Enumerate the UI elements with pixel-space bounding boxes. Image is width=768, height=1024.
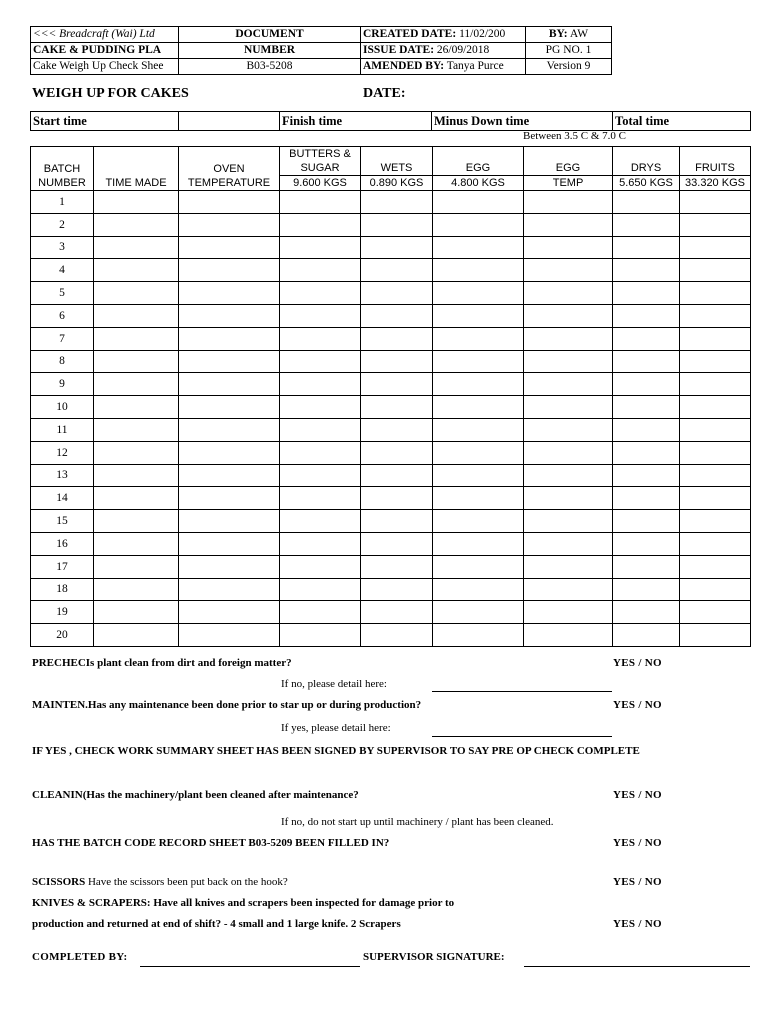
entry-cell-wets[interactable] [361,282,433,305]
entry-cell-wets[interactable] [361,441,433,464]
entry-cell-time-made[interactable] [94,464,179,487]
entry-cell-egg-temp[interactable] [524,236,613,259]
entry-cell-wets[interactable] [361,373,433,396]
by-label: BY: [548,28,568,40]
entry-cell-egg-temp[interactable] [524,327,613,350]
table-row [31,191,751,214]
col-header-subtitle: 33.320 KGS [680,175,750,190]
precheck-label: PRECHEC [32,657,86,669]
entry-cell-butters-sugar[interactable] [280,213,361,236]
entry-cell-oven-temperature[interactable] [179,282,280,305]
entry-cell-egg[interactable] [433,624,524,647]
scissors-label: SCISSORS [32,876,86,888]
entry-cell-time-made[interactable] [94,191,179,214]
batch-number-cell: 15 [31,510,94,533]
doc-label-1: DOCUMENT [179,27,361,43]
col-header-subtitle: 9.600 KGS [280,175,360,190]
entry-cell-wets[interactable] [361,259,433,282]
table-row [31,213,751,236]
entry-cell-egg-temp[interactable] [524,213,613,236]
entry-cell-egg-temp[interactable] [524,487,613,510]
entry-cell-wets[interactable] [361,601,433,624]
col-header-drys [613,147,680,191]
batch-code-yes-no[interactable]: YES / NO [613,837,662,849]
entry-cell-drys[interactable] [613,259,680,282]
entry-cell-time-made[interactable] [94,373,179,396]
precheck-detail-field[interactable] [432,691,612,692]
maintenance-detail-field[interactable] [432,736,612,737]
batch-number-cell: 1 [31,191,94,214]
table-row [31,464,751,487]
batch-number-cell: 10 [31,396,94,419]
entry-cell-fruits[interactable] [680,441,751,464]
entry-cell-butters-sugar[interactable] [280,304,361,327]
table-row [31,555,751,578]
entry-cell-egg-temp[interactable] [524,418,613,441]
entry-cell-butters-sugar[interactable] [280,350,361,373]
entry-cell-oven-temperature[interactable] [179,304,280,327]
created-value: 11/02/200 [459,28,506,40]
knives-question-line-1: KNIVES & SCRAPERS: Have all knives and scrapers been inspected for damage prior to [32,897,455,909]
entry-cell-time-made[interactable] [94,532,179,555]
entry-cell-egg[interactable] [433,441,524,464]
batch-number-cell: 8 [31,350,94,373]
maintenance-detail-label: If yes, please detail here: [281,722,391,734]
precheck-detail-label: If no, please detail here: [281,678,387,690]
created-by [526,27,612,43]
entry-cell-time-made[interactable] [94,601,179,624]
entry-cell-egg-temp[interactable] [524,624,613,647]
knives-yes-no[interactable]: YES / NO [613,918,662,930]
knives-question-line-2: production and returned at end of shift? - 4 small and 1 large knife. 2 Scrapers [32,918,401,930]
entry-cell-drys[interactable] [613,441,680,464]
entry-cell-egg[interactable] [433,555,524,578]
col-header-title: OVEN [213,163,245,175]
entry-cell-wets[interactable] [361,532,433,555]
table-row [31,236,751,259]
amended-value: Tanya Purce [446,60,504,72]
finish-time-label: Finish time [280,112,432,131]
batch-number-cell: 14 [31,487,94,510]
entry-cell-time-made[interactable] [94,555,179,578]
table-row [31,373,751,396]
completed-by-label: COMPLETED BY: [32,951,128,963]
col-header-title: DRYS [630,162,662,174]
cleaning-label: CLEANIN( [32,789,87,801]
entry-cell-egg-temp[interactable] [524,601,613,624]
maintenance-label: MAINTEN. [32,699,88,711]
maintenance-text: Has any maintenance been done prior to star up or during production? [87,699,422,711]
issue-value: 26/09/2018 [436,44,490,56]
entry-cell-time-made[interactable] [94,487,179,510]
minus-down-time-label: Minus Down time [432,112,613,131]
scissors-yes-no[interactable]: YES / NO [613,876,662,888]
entry-cell-oven-temperature[interactable] [179,555,280,578]
entry-cell-drys[interactable] [613,418,680,441]
col-header-title: BUTTERS & SUGAR [289,148,351,174]
entry-cell-wets[interactable] [361,350,433,373]
form-name: Cake Weigh Up Check Shee [31,59,179,75]
entry-cell-drys[interactable] [613,464,680,487]
entry-cell-egg[interactable] [433,350,524,373]
issue-label: ISSUE DATE: [363,44,435,56]
entry-cell-wets[interactable] [361,624,433,647]
entry-cell-butters-sugar[interactable] [280,464,361,487]
egg-temp-note: Between 3.5 C & 7.0 C [523,130,626,142]
batch-number-cell: 13 [31,464,94,487]
batch-number-cell: 16 [31,532,94,555]
entry-cell-fruits[interactable] [680,418,751,441]
entry-cell-wets[interactable] [361,304,433,327]
entry-cell-fruits[interactable] [680,624,751,647]
entry-cell-wets[interactable] [361,487,433,510]
entry-cell-fruits[interactable] [680,555,751,578]
entry-cell-time-made[interactable] [94,441,179,464]
col-header-oven-temperature [179,147,280,191]
table-row [31,532,751,555]
entry-cell-butters-sugar[interactable] [280,578,361,601]
batch-number-cell: 2 [31,213,94,236]
start-time-label: Start time [31,112,179,131]
cleaning-note: If no, do not start up until machinery / plant has been cleaned. [281,816,554,828]
entry-cell-egg[interactable] [433,191,524,214]
batch-number-cell: 5 [31,282,94,305]
entry-cell-wets[interactable] [361,213,433,236]
batch-number-cell: 4 [31,259,94,282]
entry-cell-drys[interactable] [613,304,680,327]
entry-cell-egg-temp[interactable] [524,282,613,305]
entry-cell-fruits[interactable] [680,327,751,350]
entry-cell-fruits[interactable] [680,396,751,419]
entry-cell-drys[interactable] [613,350,680,373]
batch-code-question: HAS THE BATCH CODE RECORD SHEET B03-5209 BEEN FILLED IN? [32,837,390,849]
batch-number-cell: 3 [31,236,94,259]
page-title: WEIGH UP FOR CAKES [32,86,189,101]
amended-by [361,59,526,75]
table-row [31,441,751,464]
entry-cell-time-made[interactable] [94,510,179,533]
entry-cell-butters-sugar[interactable] [280,396,361,419]
issue-date [361,43,526,59]
entry-cell-wets[interactable] [361,396,433,419]
table-row [31,396,751,419]
entry-cell-oven-temperature[interactable] [179,532,280,555]
supervisor-signature-field[interactable] [524,966,750,967]
entry-cell-butters-sugar[interactable] [280,532,361,555]
entry-cell-butters-sugar[interactable] [280,601,361,624]
col-header-title: FRUITS [695,162,735,174]
table-row [31,601,751,624]
entry-cell-drys[interactable] [613,327,680,350]
total-time-label: Total time [613,112,751,131]
company-name: <<< Breadcraft (Wai) Ltd [31,27,179,43]
entry-cell-drys[interactable] [613,510,680,533]
entry-cell-fruits[interactable] [680,373,751,396]
entry-cell-oven-temperature[interactable] [179,441,280,464]
entry-cell-butters-sugar[interactable] [280,327,361,350]
entry-cell-egg[interactable] [433,327,524,350]
entry-cell-time-made[interactable] [94,236,179,259]
entry-cell-drys[interactable] [613,213,680,236]
created-label: CREATED DATE: [363,28,457,40]
col-header-fruits [680,147,751,191]
entry-cell-time-made[interactable] [94,396,179,419]
entry-cell-egg-temp[interactable] [524,532,613,555]
entry-cell-fruits[interactable] [680,510,751,533]
version: Version 9 [526,59,612,75]
entry-cell-fruits[interactable] [680,236,751,259]
entry-cell-egg[interactable] [433,236,524,259]
entry-cell-butters-sugar[interactable] [280,555,361,578]
scissors-text: Have the scissors been put back on the hook? [87,876,288,888]
batch-number-cell: 12 [31,441,94,464]
cleaning-question [32,789,359,801]
entry-cell-fruits[interactable] [680,601,751,624]
entry-cell-butters-sugar[interactable] [280,282,361,305]
entry-cell-wets[interactable] [361,418,433,441]
entry-cell-oven-temperature[interactable] [179,191,280,214]
entry-cell-fruits[interactable] [680,532,751,555]
col-header-title: EGG [465,162,491,174]
entry-cell-egg-temp[interactable] [524,510,613,533]
entry-cell-egg[interactable] [433,418,524,441]
entry-cell-oven-temperature[interactable] [179,327,280,350]
batch-number-cell: 17 [31,555,94,578]
entry-cell-egg[interactable] [433,510,524,533]
col-header-title: BATCH [43,163,81,175]
entry-cell-oven-temperature[interactable] [179,418,280,441]
col-header-subtitle: TIME MADE [105,177,167,189]
entry-cell-egg-temp[interactable] [524,373,613,396]
entry-cell-butters-sugar[interactable] [280,373,361,396]
entry-cell-time-made[interactable] [94,304,179,327]
entry-cell-oven-temperature[interactable] [179,236,280,259]
page-number: PG NO. 1 [526,43,612,59]
entry-cell-egg-temp[interactable] [524,441,613,464]
table-row [31,578,751,601]
table-row [31,259,751,282]
entry-cell-fruits[interactable] [680,350,751,373]
entry-cell-oven-temperature[interactable] [179,487,280,510]
entry-cell-butters-sugar[interactable] [280,624,361,647]
entry-cell-fruits[interactable] [680,213,751,236]
entry-cell-egg[interactable] [433,304,524,327]
entry-cell-time-made[interactable] [94,578,179,601]
entry-cell-drys[interactable] [613,396,680,419]
doc-number: B03-5208 [179,59,361,75]
entry-cell-egg[interactable] [433,396,524,419]
entry-cell-wets[interactable] [361,578,433,601]
batch-number-cell: 9 [31,373,94,396]
document-header [30,26,612,75]
batch-number-cell: 11 [31,418,94,441]
batch-number-cell: 20 [31,624,94,647]
precheck-yes-no[interactable]: YES / NO [613,657,662,669]
scissors-question [32,876,288,888]
doc-label-2: NUMBER [179,43,361,59]
entry-cell-drys[interactable] [613,487,680,510]
col-header-subtitle: NUMBER [38,177,86,189]
entry-cell-egg-temp[interactable] [524,464,613,487]
entry-cell-egg-temp[interactable] [524,304,613,327]
entry-cell-time-made[interactable] [94,327,179,350]
precheck-text: Is plant clean from dirt and foreign matter? [85,657,292,669]
entry-cell-butters-sugar[interactable] [280,191,361,214]
entry-cell-egg[interactable] [433,259,524,282]
entry-cell-fruits[interactable] [680,487,751,510]
entry-cell-egg[interactable] [433,601,524,624]
entry-cell-egg-temp[interactable] [524,350,613,373]
entry-cell-oven-temperature[interactable] [179,213,280,236]
col-header-egg-temp [524,147,613,191]
entry-cell-oven-temperature[interactable] [179,350,280,373]
entry-cell-wets[interactable] [361,555,433,578]
entry-cell-drys[interactable] [613,532,680,555]
col-header-subtitle: 5.650 KGS [613,175,679,190]
entry-cell-fruits[interactable] [680,578,751,601]
entry-cell-butters-sugar[interactable] [280,236,361,259]
batch-number-cell: 18 [31,578,94,601]
time-row [30,111,751,131]
entry-cell-oven-temperature[interactable] [179,578,280,601]
maintenance-yes-no[interactable]: YES / NO [613,699,662,711]
entry-cell-butters-sugar[interactable] [280,487,361,510]
work-summary-note: IF YES , CHECK WORK SUMMARY SHEET HAS BEEN SIGNED BY SUPERVISOR TO SAY PRE OP CHECK COMPLETE [32,745,640,757]
entry-cell-egg-temp[interactable] [524,578,613,601]
precheck-question [32,657,292,669]
entry-cell-drys[interactable] [613,555,680,578]
entry-cell-egg[interactable] [433,464,524,487]
completed-by-field[interactable] [140,966,360,967]
table-row [31,487,751,510]
by-value: AW [569,28,589,40]
table-row [31,327,751,350]
entry-cell-butters-sugar[interactable] [280,441,361,464]
start-time-field[interactable] [179,112,280,131]
col-header-time-made [94,147,179,191]
batch-number-cell: 7 [31,327,94,350]
entry-cell-drys[interactable] [613,191,680,214]
col-header-title: WETS [380,162,413,174]
entry-cell-drys[interactable] [613,578,680,601]
table-row [31,624,751,647]
entry-cell-egg[interactable] [433,578,524,601]
entry-cell-egg-temp[interactable] [524,396,613,419]
entry-cell-egg[interactable] [433,373,524,396]
entry-cell-drys[interactable] [613,601,680,624]
weigh-up-table [30,146,751,647]
entry-cell-wets[interactable] [361,236,433,259]
entry-cell-fruits[interactable] [680,191,751,214]
col-header-batch-number [31,147,94,191]
col-header-subtitle: 0.890 KGS [361,175,432,190]
table-row [31,510,751,533]
col-header-subtitle: TEMP [524,175,612,190]
table-row [31,282,751,305]
cleaning-yes-no[interactable]: YES / NO [613,789,662,801]
entry-cell-time-made[interactable] [94,213,179,236]
entry-cell-egg[interactable] [433,213,524,236]
date-label: DATE: [363,86,406,101]
table-row [31,418,751,441]
col-header-egg [433,147,524,191]
cleaning-text: Has the machinery/plant been cleaned after maintenance? [86,789,359,801]
entry-cell-time-made[interactable] [94,350,179,373]
entry-cell-drys[interactable] [613,282,680,305]
entry-cell-egg[interactable] [433,532,524,555]
entry-cell-fruits[interactable] [680,259,751,282]
entry-cell-fruits[interactable] [680,282,751,305]
col-header-subtitle: 4.800 KGS [433,175,523,190]
created-date [361,27,526,43]
entry-cell-wets[interactable] [361,510,433,533]
entry-cell-oven-temperature[interactable] [179,601,280,624]
col-header-title: EGG [555,162,581,174]
amended-label: AMENDED BY: [363,60,445,72]
table-row [31,304,751,327]
maintenance-question [32,699,421,711]
entry-cell-egg-temp[interactable] [524,191,613,214]
entry-cell-time-made[interactable] [94,259,179,282]
entry-cell-wets[interactable] [361,464,433,487]
entry-cell-egg-temp[interactable] [524,259,613,282]
batch-number-cell: 19 [31,601,94,624]
entry-cell-oven-temperature[interactable] [179,259,280,282]
table-row [31,350,751,373]
entry-cell-butters-sugar[interactable] [280,259,361,282]
entry-cell-time-made[interactable] [94,282,179,305]
entry-cell-time-made[interactable] [94,624,179,647]
entry-cell-drys[interactable] [613,624,680,647]
entry-cell-drys[interactable] [613,373,680,396]
supervisor-signature-label: SUPERVISOR SIGNATURE: [363,951,505,963]
entry-cell-fruits[interactable] [680,304,751,327]
entry-cell-oven-temperature[interactable] [179,510,280,533]
plant-name: CAKE & PUDDING PLA [31,43,179,59]
entry-cell-oven-temperature[interactable] [179,396,280,419]
entry-cell-oven-temperature[interactable] [179,624,280,647]
entry-cell-time-made[interactable] [94,418,179,441]
entry-cell-wets[interactable] [361,191,433,214]
col-header-butters-sugar [280,147,361,191]
entry-cell-fruits[interactable] [680,464,751,487]
col-header-wets [361,147,433,191]
entry-cell-butters-sugar[interactable] [280,510,361,533]
batch-number-cell: 6 [31,304,94,327]
entry-cell-butters-sugar[interactable] [280,418,361,441]
entry-cell-wets[interactable] [361,327,433,350]
col-header-subtitle: TEMPERATURE [187,177,271,189]
entry-cell-egg[interactable] [433,282,524,305]
entry-cell-oven-temperature[interactable] [179,373,280,396]
entry-cell-egg-temp[interactable] [524,555,613,578]
entry-cell-egg[interactable] [433,487,524,510]
entry-cell-oven-temperature[interactable] [179,464,280,487]
entry-cell-drys[interactable] [613,236,680,259]
